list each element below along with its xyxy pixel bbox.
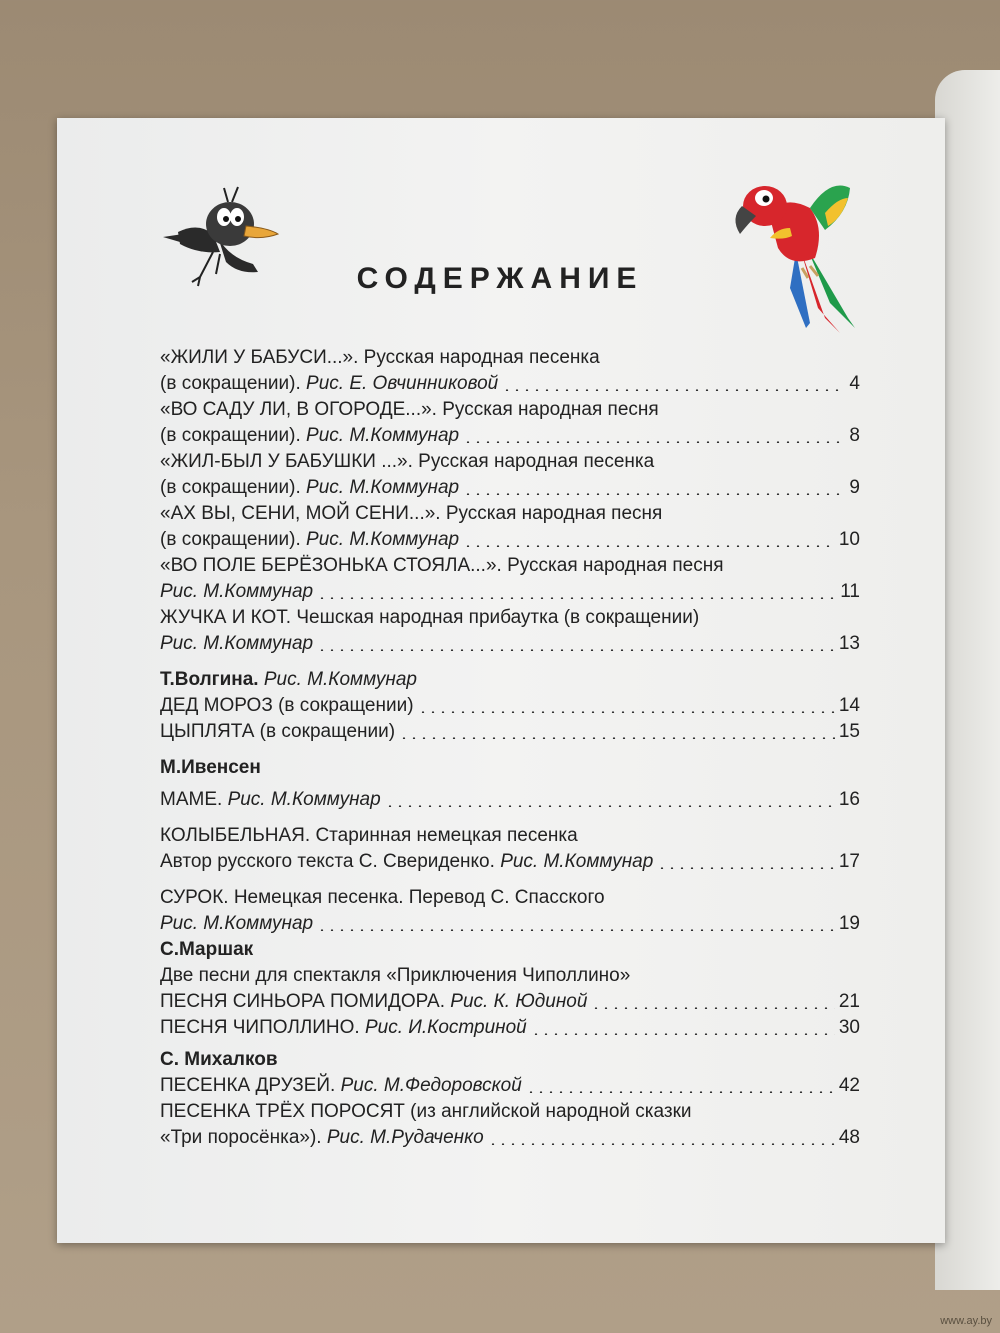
entry-note: (в сокращении). [160, 477, 307, 498]
entry-illustrator: Рис. М.Коммунар [227, 789, 381, 810]
dot-leader [526, 1091, 835, 1093]
entry-line [160, 693, 860, 719]
author-heading [160, 667, 860, 693]
entry-illustrator: Рис. М.Коммунар [160, 581, 314, 602]
dot-leader [657, 867, 835, 869]
dot-leader [531, 1033, 835, 1035]
entry-note: Автор русского текста С. Свериденко. [160, 851, 501, 872]
dot-leader [317, 929, 835, 931]
toc-entry [160, 345, 860, 397]
entry-title: КОЛЫБЕЛЬНАЯ. Старинная немецкая песенка [160, 825, 578, 846]
entry-line [160, 371, 860, 397]
page-number: 14 [838, 695, 860, 716]
page-number: 13 [838, 633, 860, 654]
entry-line [160, 989, 860, 1015]
author-name: С.Маршак [160, 939, 254, 960]
entry-title: «АХ ВЫ, СЕНИ, МОЙ СЕНИ...». Русская народная песня [160, 503, 663, 524]
toc-entry [160, 449, 860, 501]
entry-illustrator: Рис. М.Коммунар [306, 529, 460, 550]
entry-title: ДЕД МОРОЗ (в сокращении) [160, 695, 414, 716]
dot-leader [591, 1007, 834, 1009]
entry-illustrator: Рис. М.Коммунар [160, 633, 314, 654]
entry-illustrator: Рис. К. Юдиной [450, 991, 588, 1012]
dot-leader [463, 441, 845, 443]
entry-illustrator: Рис. М.Коммунар [306, 477, 460, 498]
entry-line [160, 787, 860, 813]
page-number: 11 [840, 581, 860, 602]
page-number: 30 [838, 1017, 860, 1038]
dot-leader [317, 597, 836, 599]
entry-note: «Три поросёнка»). [160, 1127, 327, 1148]
dot-leader [463, 545, 835, 547]
page-number: 16 [838, 789, 860, 810]
entry-illustrator: Рис. Е. Овчинниковой [306, 373, 499, 394]
entry-note: (в сокращении). [160, 425, 307, 446]
entry-line [160, 1073, 860, 1099]
entry-title: ПЕСНЯ СИНЬОРА ПОМИДОРА. [160, 991, 451, 1012]
dot-leader [418, 711, 835, 713]
page-number: 48 [838, 1127, 860, 1148]
page-number: 15 [838, 721, 860, 742]
dot-leader [385, 805, 835, 807]
toc-entry [160, 501, 860, 553]
entry-line [160, 1015, 860, 1041]
dot-leader [502, 389, 845, 391]
entry-line [160, 475, 860, 501]
entry-illustrator: Рис. И.Костриной [364, 1017, 527, 1038]
table-of-contents [160, 345, 860, 1151]
page-number: 10 [838, 529, 860, 550]
page-title: СОДЕРЖАНИЕ [356, 262, 644, 295]
page-number: 19 [838, 913, 860, 934]
entry-line [160, 579, 860, 605]
entry-line [160, 527, 860, 553]
entry-note: (в сокращении). [160, 529, 307, 550]
entry-title: СУРОК. Немецкая песенка. Перевод С. Спасского [160, 887, 605, 908]
entry-intro: Две песни для спектакля «Приключения Чиполлино» [160, 965, 631, 986]
entry-line [160, 423, 860, 449]
toc-entry [160, 605, 860, 657]
entry-illustrator: Рис. М.Рудаченко [326, 1127, 484, 1148]
entry-line [160, 1125, 860, 1151]
entry-line [160, 719, 860, 745]
author-illustrator: Рис. М.Коммунар [258, 669, 417, 690]
dot-leader [317, 649, 835, 651]
dot-leader [399, 737, 835, 739]
entry-illustrator: Рис. М.Коммунар [160, 913, 314, 934]
entry-title: ПЕСЕНКА ТРЁХ ПОРОСЯТ (из английской народной сказки [160, 1101, 692, 1122]
entry-line [160, 849, 860, 875]
author-name: С. Михалков [160, 1049, 278, 1070]
toc-entry [160, 553, 860, 605]
dot-leader [463, 493, 845, 495]
entry-title: ПЕСНЯ ЧИПОЛЛИНО. [160, 1017, 365, 1038]
entry-title: ПЕСЕНКА ДРУЗЕЙ. [160, 1075, 341, 1096]
page-number: 21 [838, 991, 860, 1012]
entry-title: «ЖИЛ-БЫЛ У БАБУШКИ ...». Русская народная песенка [160, 451, 655, 472]
author-name: Т.Волгина. [160, 669, 259, 690]
parrot-illustration-icon [730, 168, 870, 338]
entry-title: «ЖИЛИ У БАБУСИ...». Русская народная песенка [160, 347, 600, 368]
page-number: 9 [849, 477, 860, 498]
entry-line [160, 911, 860, 937]
entry-title: ЖУЧКА И КОТ. Чешская народная прибаутка (в сокращении) [160, 607, 700, 628]
entry-illustrator: Рис. М.Федоровской [340, 1075, 522, 1096]
entry-title: МАМЕ. [160, 789, 228, 810]
page-number: 8 [849, 425, 860, 446]
page-number: 17 [838, 851, 860, 872]
page-number: 42 [838, 1075, 860, 1096]
author-name: М.Ивенсен [160, 757, 261, 778]
entry-illustrator: Рис. М.Коммунар [500, 851, 654, 872]
entry-note: (в сокращении). [160, 373, 307, 394]
dot-leader [488, 1143, 835, 1145]
entry-line [160, 631, 860, 657]
toc-entry [160, 397, 860, 449]
entry-title: «ВО ПОЛЕ БЕРЁЗОНЬКА СТОЯЛА...». Русская народная песня [160, 555, 724, 576]
entry-title: «ВО САДУ ЛИ, В ОГОРОДЕ...». Русская народная песня [160, 399, 659, 420]
watermark: www.ay.by [940, 1315, 992, 1327]
entry-title: ЦЫПЛЯТА (в сокращении) [160, 721, 396, 742]
page-number: 4 [849, 373, 860, 394]
entry-illustrator: Рис. М.Коммунар [306, 425, 460, 446]
